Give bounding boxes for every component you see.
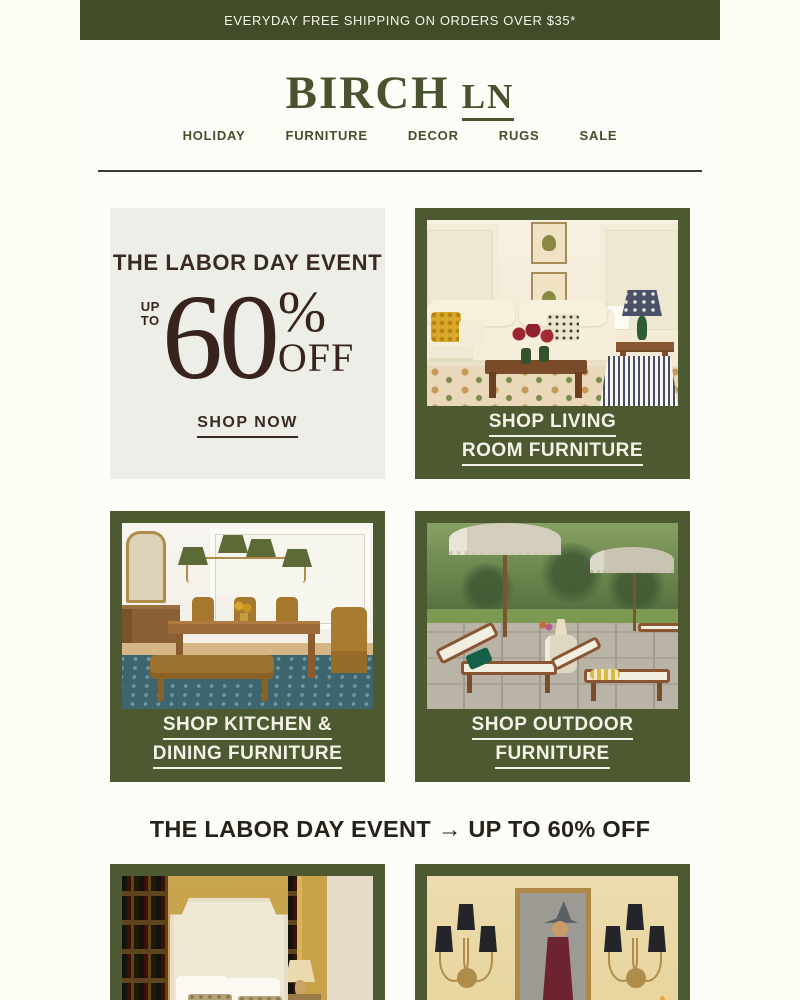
sconce-shade [435,926,453,952]
chaise-lounge [638,623,678,632]
shop-now-link[interactable]: SHOP NOW [197,414,298,438]
brand-logo-secondary: LN [462,77,515,121]
yellow-pillow [431,312,461,342]
nav-holiday[interactable]: HOLIDAY [182,128,246,143]
umbrella-pole [633,569,636,631]
kitchen-dining-card[interactable] [110,511,385,782]
discount-number: 60 [161,269,276,405]
wall-sconce [435,904,501,996]
french-door [327,876,373,1000]
outdoor-card[interactable] [415,511,690,782]
nav-sale[interactable]: SALE [579,128,618,143]
wall-decor-card[interactable] [415,864,690,1000]
shop-kitchen-dining-link[interactable]: SHOP KITCHEN & DINING FURNITURE [122,709,373,770]
wall-sconce [604,904,670,996]
sconce-shade [626,904,644,930]
fringed-umbrella [590,547,674,573]
sconce-backplate [626,968,646,988]
dining-bench [150,655,274,679]
chandelier-shade [178,547,208,565]
table-lamp-shade [622,290,662,316]
hedge [457,563,517,613]
outdoor-photo [427,523,678,709]
lumbar-pillow [188,994,232,1000]
sconce-shade [479,926,497,952]
sconce-shade [457,904,475,930]
dining-table [168,621,320,634]
kitchen-dining-photo [122,523,373,709]
cards-row-1-2 [80,208,720,782]
floral-pillow [459,320,485,346]
green-vase [539,346,549,362]
coffee-table-books [429,346,473,358]
cards-row-3 [80,864,720,1000]
header-divider [98,170,702,172]
living-room-photo [427,220,678,406]
free-shipping-text: EVERYDAY FREE SHIPPING ON ORDERS OVER $35* [224,12,576,28]
nav-rugs[interactable]: RUGS [498,128,540,143]
percent-sign: % [277,278,327,344]
main-nav [80,128,720,144]
bookshelf [122,876,168,1000]
shop-living-room-link[interactable]: SHOP LIVING ROOM FURNITURE [427,406,678,467]
umbrella-pole [503,551,507,637]
botanical-frame [531,222,567,264]
section-heading: THE LABOR DAY EVENT → UP TO 60% OFF [149,816,651,842]
striped-ottoman [600,356,678,406]
shop-outdoor-link[interactable]: SHOP OUTDOOR FURNITURE [427,709,678,770]
flower-pot [539,621,553,633]
email-body [80,0,720,1000]
bedside-lamp-shade [285,960,315,982]
hero-discount [140,269,355,405]
labor-day-hero-card[interactable] [110,208,385,479]
brand-logo[interactable] [80,66,720,118]
free-shipping-banner [80,0,720,40]
sconce-shade [604,926,622,952]
coffee-table [485,360,587,374]
portrait-figure-head [552,921,568,937]
living-room-card[interactable] [415,208,690,479]
bedroom-card[interactable] [110,864,385,1000]
yellow-bolster [590,669,620,680]
hero-title: THE LABOR DAY EVENT [112,249,383,275]
dining-chair [331,607,367,673]
side-table [616,342,674,352]
nav-decor[interactable]: DECOR [407,128,459,143]
red-flowers [511,324,557,354]
table-lamp-base [637,316,647,340]
off-label: OFF [277,334,355,380]
nav-furniture[interactable]: FURNITURE [285,128,368,143]
wall-decor-photo [427,876,678,1000]
fringed-umbrella [449,523,561,555]
witch-portrait-frame [515,888,591,1000]
sconce-shade [648,926,666,952]
lumbar-pillow [238,996,282,1000]
up-to-label: UP TO [140,298,160,328]
bedroom-photo [122,876,373,1000]
sconce-backplate [457,968,477,988]
wall-mirror [126,531,166,603]
portrait-figure-dress [542,937,574,1000]
candle-flame [660,996,665,1000]
green-vase [521,348,531,364]
brand-logo-primary: BIRCH [285,67,450,119]
